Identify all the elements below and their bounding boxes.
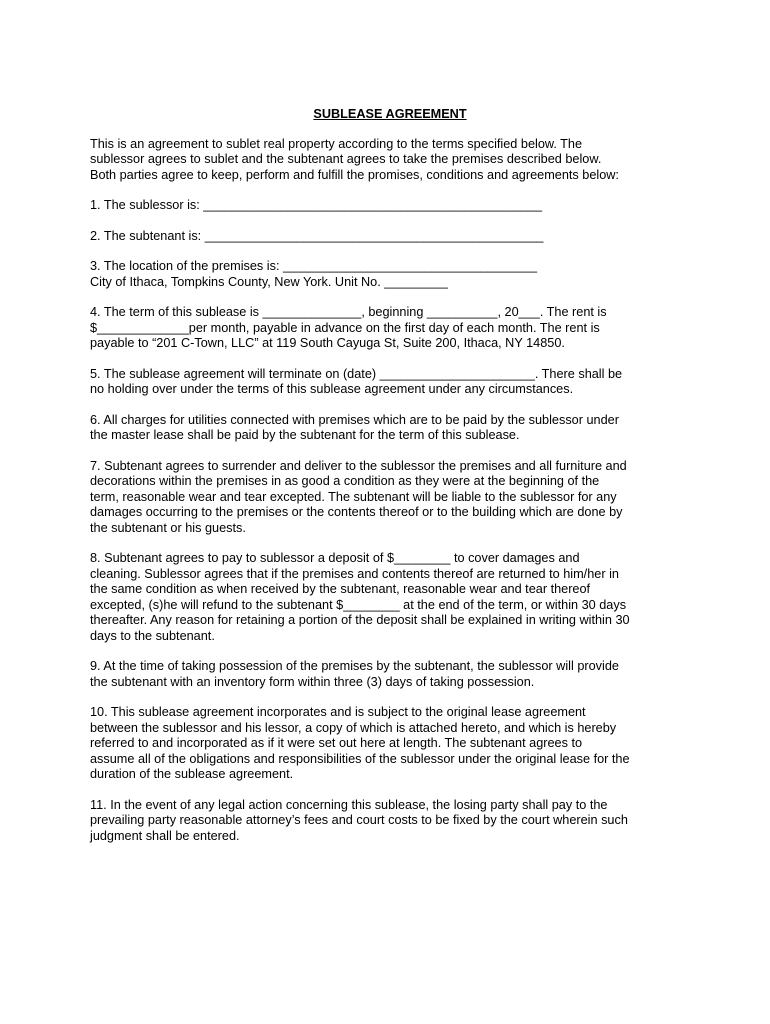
clause-7-surrender: 7. Subtenant agrees to surrender and deliver to the sublessor the premises and all furniture and decorations within the premises in as good a condition as they were at the beginning of the term, reasonable wear and tear excepted. The subtenant will be liable to the sublessor for any damages occurring to the premises or the contents thereof or to the building which are done by the subtenant or his guests.: [90, 458, 627, 535]
clause-1-sublessor: 1. The sublessor is: ________________________________________________: [90, 198, 542, 212]
clause-8-deposit: 8. Subtenant agrees to pay to sublessor a deposit of $________ to cover damages and cleaning. Sublessor agrees that if the premises and contents thereof are returned to him/her in the same condition as when received by the subtenant, reasonable wear and tear thereof excepted, (s)he will refund to the subtenant $________ at the end of the term, or within 30 days thereafter. Any reason for retaining a portion of the deposit shall be explained in writing within 30 days to the subtenant.: [90, 551, 630, 643]
clause-9-inventory: 9. At the time of taking possession of the premises by the subtenant, the sublessor will provide the subtenant with an inventory form within three (3) days of taking possession.: [90, 659, 619, 689]
clause-2-subtenant: 2. The subtenant is: ________________________________________________: [90, 228, 544, 243]
intro-paragraph: This is an agreement to sublet real property according to the terms specified below. The sublessor agrees to sublet and the subtenant agrees to take the premises described below. Both parties agree to keep, perform and fulfill the promises, conditions and agreements below:: [90, 136, 619, 182]
clause-3-location: 3. The location of the premises is: ____________________________________ City of Ithaca, Tompkins County, New York. Unit No. _________: [90, 259, 538, 289]
document-page: [90, 107, 690, 859]
clause-4-term-rent: 4. The term of this sublease is ______________, beginning __________, 20___. The rent is $_____________per month, payable in advance on the first day of each month. The rent is payable to “201 C-Town, LLC” at 119 South Cayuga St, Suite 200, Ithaca, NY 14850.: [90, 305, 607, 350]
clause-6-utilities: 6. All charges for utilities connected with premises which are to be paid by the sublessor under the master lease shall be paid by the subtenant for the term of this sublease.: [90, 412, 619, 442]
clause-5-termination: 5. The sublease agreement will terminate on (date) ______________________. There shall be no holding over under the terms of this sublease agreement under any circumstances.: [90, 366, 623, 396]
clause-10-original-lease: 10. This sublease agreement incorporates and is subject to the original lease agreement between the sublessor and his lessor, a copy of which is attached hereto, and which is hereby referred to and incorporated as if it were set out here at length. The subtenant agrees to assume all of the obligations and responsibilities of the sublessor under the original lease for the duration of the sublease agreement.: [90, 705, 630, 781]
document-title: SUBLEASE AGREEMENT: [313, 107, 467, 121]
clause-11-legal-action: 11. In the event of any legal action concerning this sublease, the losing party shall pay to the prevailing party reasonable attorney’s fees and court costs to be fixed by the court wherein such judgment shall be entered.: [90, 797, 628, 843]
